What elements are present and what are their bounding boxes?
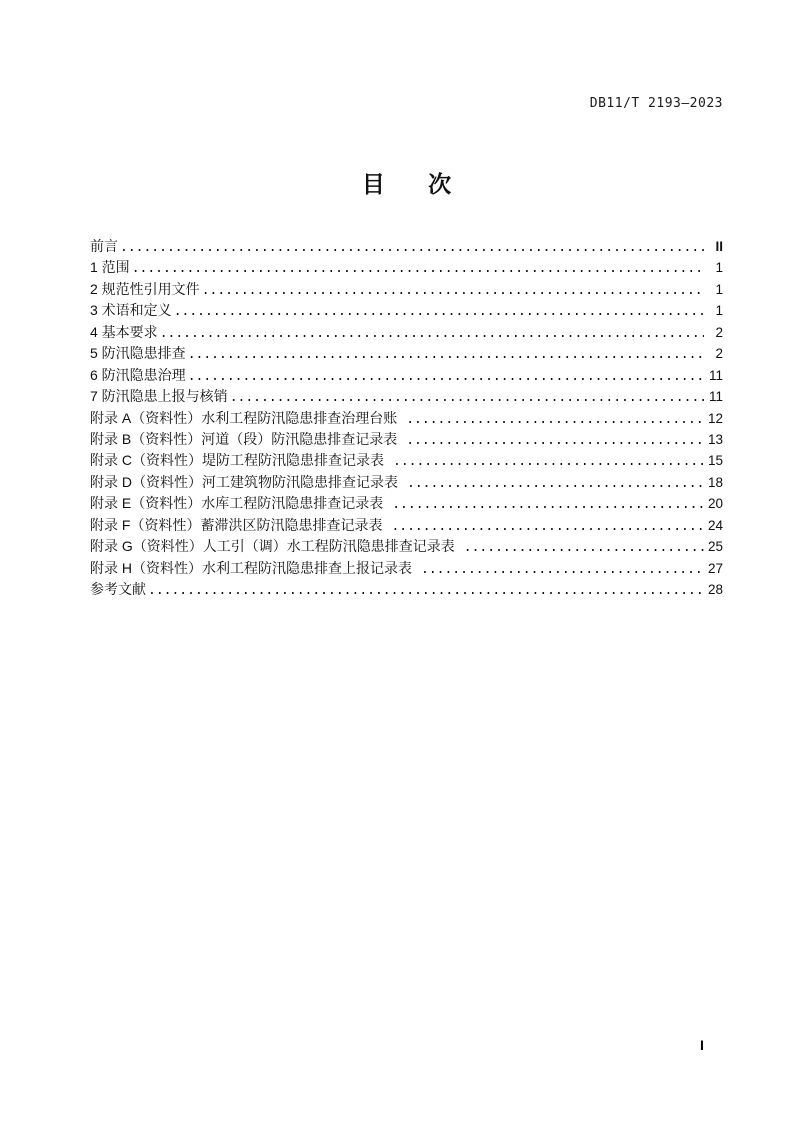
toc-leader-dots [160, 323, 704, 344]
toc-leader-dots [132, 258, 704, 279]
toc-leader-dots [188, 344, 704, 365]
toc-leader-dots [148, 580, 704, 601]
toc-leader-dots [406, 409, 704, 430]
toc-page-number: 12 [707, 410, 723, 426]
toc-entry-title: 附录 B（资料性）河道（段）防汛隐患排查记录表 [90, 430, 398, 447]
toc-page-number: 13 [707, 431, 723, 447]
standard-code: DB11/T 2193—2023 [589, 96, 723, 111]
toc-leader-dots [174, 301, 704, 322]
toc-leader-dots [464, 537, 704, 558]
toc-leader-dots [202, 280, 704, 301]
toc-entry-title: 附录 F（资料性）蓄滞洪区防汛隐患排查记录表 [90, 516, 383, 533]
toc-entry-title: 4 基本要求 [90, 323, 158, 340]
toc-entry [90, 386, 723, 407]
toc-entry-title: 7 防汛隐患上报与核销 [90, 388, 228, 405]
toc-page-number: 11 [708, 389, 723, 405]
toc-entry-title: 附录 E（资料性）水库工程防汛隐患排查记录表 [90, 495, 384, 512]
toc-entry-title: 6 防汛隐患治理 [90, 366, 186, 383]
toc-entry [90, 408, 723, 429]
toc-page-number: II [715, 239, 723, 254]
toc-entry-title: 前言 [90, 238, 118, 254]
toc-entry-title: 附录 A（资料性）水利工程防汛隐患排查治理台账 [90, 409, 398, 426]
toc-page-number: 24 [707, 517, 723, 533]
toc-page-number: 27 [707, 560, 723, 576]
toc-page-number: 25 [707, 539, 723, 555]
toc-leader-dots [406, 430, 704, 451]
toc-entry [90, 429, 723, 450]
toc-entry-title: 参考文献 [90, 581, 146, 597]
toc-page-number: 1 [715, 303, 723, 319]
toc-leader-dots [230, 387, 704, 408]
toc-leader-dots [393, 451, 704, 472]
toc-entry [90, 472, 723, 493]
toc-entry [90, 493, 723, 514]
toc-entry-title: 2 规范性引用文件 [90, 280, 200, 297]
toc-entry-title: 1 范围 [90, 259, 130, 276]
toc-entry-title: 附录 C（资料性）堤防工程防汛隐患排查记录表 [90, 452, 384, 469]
toc-leader-dots [421, 559, 704, 580]
toc-entry-title: 附录 H（资料性）水利工程防汛隐患排查上报记录表 [90, 559, 412, 576]
toc-entry-title: 附录 D（资料性）河工建筑物防汛隐患排查记录表 [90, 473, 398, 490]
toc-page-number: 20 [707, 496, 723, 512]
toc-page-number: 2 [715, 324, 723, 340]
toc-entry [90, 579, 723, 600]
toc-entry [90, 257, 723, 278]
toc-page-number: 11 [708, 367, 723, 383]
toc-entry-title: 5 防汛隐患排查 [90, 345, 186, 362]
toc-page-number: 18 [707, 474, 723, 490]
toc-entry [90, 515, 723, 536]
toc-page-number: 2 [715, 346, 723, 362]
toc-entry-title: 3 术语和定义 [90, 302, 172, 319]
toc-entry [90, 450, 723, 471]
toc-entry [90, 279, 723, 300]
table-of-contents [90, 236, 723, 600]
toc-leader-dots [392, 494, 704, 515]
toc-page-number: 15 [707, 453, 723, 469]
toc-entry-title: 附录 G（资料性）人工引（调）水工程防汛隐患排查记录表 [90, 538, 455, 555]
toc-page-number: 1 [715, 260, 723, 276]
footer-page-number: I [700, 1037, 704, 1053]
toc-entry [90, 300, 723, 321]
toc-page-number: 28 [707, 582, 723, 597]
toc-leader-dots [391, 516, 704, 537]
page-title: 目 次 [361, 171, 452, 197]
toc-entry [90, 236, 723, 257]
toc-page-number: 1 [715, 281, 723, 297]
toc-leader-dots [120, 237, 704, 258]
toc-entry [90, 558, 723, 579]
toc-entry [90, 365, 723, 386]
toc-leader-dots [407, 473, 704, 494]
toc-entry [90, 343, 723, 364]
toc-leader-dots [188, 366, 704, 387]
toc-entry [90, 536, 723, 557]
toc-entry [90, 322, 723, 343]
